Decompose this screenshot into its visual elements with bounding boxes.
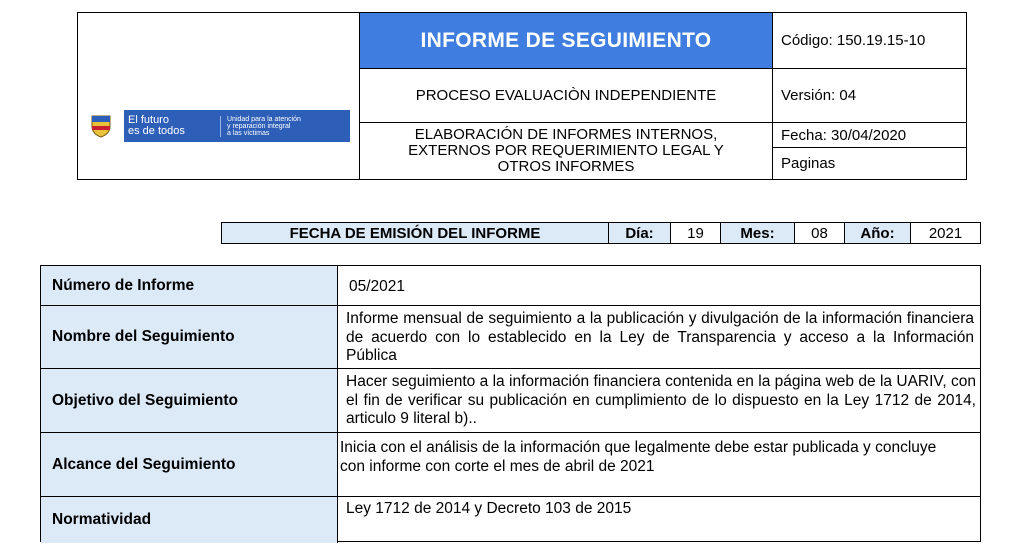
month-label: Mes: bbox=[721, 223, 795, 243]
logo-brand-line1: El futuro bbox=[128, 114, 169, 126]
table-row bbox=[41, 433, 980, 497]
subprocess-name: ELABORACIÓN DE INFORMES INTERNOS, EXTERNOS POR REQUERIMIENTO LEGAL Y OTROS INFORMES bbox=[408, 126, 724, 175]
row-value: Ley 1712 de 2014 y Decreto 103 de 2015 bbox=[346, 500, 632, 517]
row-value: Hacer seguimiento a la información financiera contenida en la página web de la UARIV, con el fin de verificar su publicación en cumplimiento de lo dispuesto en la Ley 1712 de 2014, articulo 9 literal b).. bbox=[346, 373, 976, 427]
header-meta bbox=[773, 13, 966, 179]
day-value: 19 bbox=[671, 223, 721, 243]
document-header bbox=[77, 12, 967, 180]
table-row bbox=[41, 369, 980, 433]
row-value: Inicia con el análisis de la información que legalmente debe estar publicada y concluye con informe con corte el mes de abril de 2021 bbox=[340, 439, 937, 475]
row-label: Normatividad bbox=[41, 497, 338, 543]
month-value: 08 bbox=[795, 223, 845, 243]
year-label: Año: bbox=[845, 223, 911, 243]
document-title: INFORME DE SEGUIMIENTO bbox=[360, 13, 772, 69]
table-row bbox=[41, 266, 980, 306]
logo-banner bbox=[124, 110, 350, 142]
document-version: Versión: 04 bbox=[773, 69, 966, 123]
coat-of-arms-icon bbox=[88, 113, 114, 139]
year-value: 2021 bbox=[928, 224, 963, 242]
document-pages: Paginas bbox=[781, 155, 836, 172]
institution-logo bbox=[88, 106, 350, 146]
row-label: Número de Informe bbox=[41, 266, 338, 305]
table-row bbox=[41, 306, 980, 369]
report-details-table bbox=[40, 265, 981, 542]
emission-date-bar bbox=[221, 222, 981, 244]
row-label: Nombre del Seguimiento bbox=[41, 306, 338, 368]
table-row bbox=[41, 497, 980, 543]
logo-brand-line2: es de todos bbox=[128, 125, 185, 137]
day-label: Día: bbox=[609, 223, 671, 243]
logo-cell bbox=[78, 13, 360, 179]
logo-unit-line3: a las víctimas bbox=[227, 129, 270, 137]
header-middle bbox=[360, 13, 773, 179]
row-value: 05/2021 bbox=[349, 278, 406, 295]
logo-unit-line1: Unidad para la atención bbox=[227, 115, 301, 123]
emission-label: FECHA DE EMISIÓN DEL INFORME bbox=[222, 223, 609, 243]
logo-unit-line2: y reparación integral bbox=[227, 122, 291, 130]
document-date: Fecha: 30/04/2020 bbox=[773, 123, 966, 148]
row-value: Informe mensual de seguimiento a la publicación y divulgación de la información financiera de acuerdo con lo establecido en la Ley de Transparencia y acceso a la Información Pública bbox=[346, 310, 974, 364]
row-label: Alcance del Seguimiento bbox=[41, 433, 338, 496]
row-label: Objetivo del Seguimiento bbox=[41, 369, 338, 432]
document-code: Código: 150.19.15-10 bbox=[773, 13, 966, 69]
process-name: PROCESO EVALUACIÒN INDEPENDIENTE bbox=[360, 69, 772, 123]
